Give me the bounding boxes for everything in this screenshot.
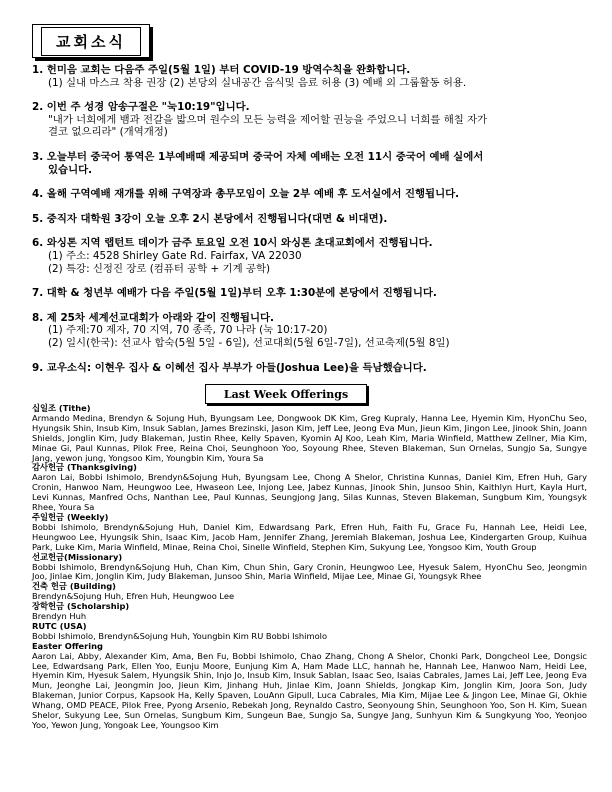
notice-heading: 2. 이번 주 성경 암송구절은 "눅10:19"입니다. [32, 101, 250, 114]
notices-list [32, 64, 590, 386]
notice-heading: 4. 올해 구역예배 재개를 위해 구역장과 총무모임이 오늘 2부 예배 후 도서실에서 진행됩니다. [32, 188, 460, 201]
offering-names: Aaron Lai, Abby, Alexander Kim, Ama, Ben Fu, Bobbi Ishimolo, Chao Zhang, Chong A Shelor, Chonki Park, Dongcheol Lee, Dongsic Lee, Edwardsang Park, Ellen Yoo, Eunju Moore, Eunjung Kim A, Ham Made LLC, hannah he, Hannah Lee, Hanwoo Nam, Heidi Lee, Hyemin Kim, Hyesuk Salem, Hyungsik Shin, Injo Jo, Insub Kim, Insuk Sablan, Isaac Seo, Isaias Cabrales, James Lai, Jeff Lee, Jeong Eva Mun, Jeonghe Lai, Jeongmin Joo, Jieun Kim, Jinhang Huh, Jinlae Kim, Joann Shields, Jongkap Kim, Jonglin Kim, Joora Son, Judy Blakeman, Junior Corpus, Kapsook Ha, Kelly Spaven, LouAnn Gipull, Luca Cabrales, Mia Kim, Mijae Lee & Jingon Lee, Minae Gi, Okhie Whang, OMD PEACE, Pilok Free, Pyong Arsenio, Rebekah Jong, Reynaldo Castro, Seonyoung Shin, Seunghoon Yoo, Son H. Kim, Suean Shelor, Sukyung Lee, Sun Ornelas, Sungbum Kim, Sungeun Bae, Sungjo Sa, Sungye Jang, Sunhyun Kim & Sungkyung Yoo, Yeonjoo Yoo, Yewon Jung, Yongoak Lee, Youngsoo Kim [32, 650, 587, 730]
notice-item [32, 151, 590, 176]
offerings-list [32, 404, 587, 731]
notice-detail: (2) 특강: 신정진 장로 (컴퓨터 공학 + 기계 공학) [48, 262, 271, 275]
offering-category: 선교헌금(Missionary) [32, 551, 123, 562]
notice-item [32, 213, 590, 226]
notice-heading: 6. 와싱톤 지역 랩턴트 데이가 금주 토요일 오전 10시 와싱톤 초대교회에서 진행됩니다. [32, 237, 433, 250]
notice-item [32, 188, 590, 201]
notice-item [32, 312, 590, 350]
notice-detail: (1) 주제:70 제자, 70 지역, 70 종족, 70 나라 (눅 10:17-20) [48, 324, 328, 337]
notice-detail: "내가 너희에게 뱀과 전갈을 밟으며 원수의 모든 능력을 제어할 권능을 주었으니 너희를 해칠 자가 [48, 113, 488, 126]
offerings-title: Last Week Offerings [205, 384, 367, 404]
offering-category: 십일조 (Tithe) [32, 403, 91, 413]
notice-detail: (2) 일시(한국): 선교사 합숙(5월 5일 - 6일), 선교대회(5월 6일-7일), 선교축제(5월 8일) [48, 336, 450, 349]
notice-heading: 7. 대학 & 청년부 예배가 다음 주일(5월 1일)부터 오후 1:30분에 본당에서 진행됩니다. [32, 287, 437, 300]
notice-detail: 결코 없으리라" (개역개정) [48, 126, 168, 139]
notice-detail: (1) 실내 마스크 착용 권장 (2) 본당외 실내공간 음식및 음료 허용 (3) 예배 외 그룹활동 허용. [48, 76, 467, 89]
offering-names: Bobbi Ishimolo, Brendyn&Sojung Huh, Youngbin Kim RU Bobbi Ishimolo [32, 630, 328, 641]
notice-detail: (1) 주소: 4528 Shirley Gate Rd. Fairfax, VA 22030 [48, 249, 302, 262]
offering-names: Aaron Lai, Bobbi Ishimolo, Brendyn&Sojung Huh, Byungsam Lee, Chong A Shelor, Christina Kunnas, Daniel Kim, Efren Huh, Gary Cronin, Hanwoo Nam, Heungwoo Lee, Hwaseon Lee, Injong Lee, Jabez Kunnas, Jinook Shin, Junsoo Shin, Kaithlyn Hurt, Kayla Hurt, Levi Kunnas, Manfred Ochs, Nanthan Lee, Paul Kunnas, Seungjong Jang, Silas Kunnas, Steven Blakeman, Sungbum Kim, Youngsyk Rhee, Youra Sa [32, 472, 587, 513]
offering-names: Bobbi Ishimolo, Brendyn&Sojung Huh, Chan Kim, Chun Shin, Gary Cronin, Heungwoo Lee, Hyesuk Salem, HyonChu Seo, Jeongmin Joo, Jinlae Kim, Jonglin Kim, Judy Blakeman, Junsoo Shin, Maria Winfield, Mijae Lee, Minae Gi, Youngsyk Rhee [32, 561, 587, 582]
offering-names: Brendyn Huh [32, 611, 87, 622]
offering-category: 장학헌금 (Scholarship) [32, 601, 130, 612]
notice-heading: 9. 교우소식: 이현우 집사 & 이혜선 집사 부부가 아들(Joshua Lee)을 득남했습니다. [32, 361, 427, 374]
title-box [32, 24, 150, 58]
offering-category: RUTC (USA) [32, 620, 87, 631]
offering-category: 건축 헌금 (Building) [32, 581, 116, 592]
notice-item [32, 237, 590, 275]
page-title: 교회소식 [41, 27, 141, 56]
offering-names: Bobbi Ishimolo, Brendyn&Sojung Huh, Daniel Kim, Edwardsang Park, Efren Huh, Faith Fu, Grace Fu, Hannah Lee, Heidi Lee, Heungwoo Lee, Hyungsik Shin, Isaac Kim, Jacob Ham, Jennifer Zhang, Jeremiah Blakeman, Joshua Lee, Kindergarten Group, Kuihua Park, Luke Kim, Maria Winfield, Minae, Reina Choi, Sinelle Winfield, Stephen Kim, Sukyung Lee, Yongsoo Kim, Youth Group [32, 521, 587, 552]
offering-category: 주일헌금 (Weekly) [32, 511, 109, 522]
offering-category: 감사헌금 (Thanksgiving) [32, 462, 137, 473]
notice-heading: 8. 제 25차 세계선교대회가 아래와 같이 진행됩니다. [32, 311, 274, 324]
notice-item [32, 101, 590, 139]
notice-item [32, 362, 590, 375]
offering-category: Easter Offering [32, 640, 103, 651]
notice-detail: 있습니다. [48, 163, 93, 176]
offering-names: Armando Medina, Brendyn & Sojung Huh, Byungsam Lee, Dongwook DK Kim, Greg Kupraly, Hanna Lee, Hyemin Kim, HyonChu Seo, Hyungsik Shin, Insub Kim, Insuk Sablan, James Brezinski, Jason Kim, Jeff Lee, Jeong Eva Mun, Jieun Kim, Jingon Lee, Jinook Shin, Joann Shields, Jonglin Kim, Judy Blakeman, Justin Rhee, Kelly Spaven, Kyomin AJ Koo, Leah Kim, Maria Winfield, Matthew Zellner, Mia Kim, Minae Gi, Paul Kunnas, Pilok Free, Reina Choi, Seunghoon Yoo, Soyoung Rhee, Steven Blakeman, Sun Ornelas, Sungjo Sa, Sungye Jang, yewon jung, Yongsoo Kim, Youngbin Kim, Youra Sa [32, 412, 587, 463]
notice-heading: 3. 오늘부터 중국어 통역은 1부예배때 제공되며 중국어 자체 예배는 오전 11시 중국어 예배 실에서 [32, 150, 484, 163]
notice-item [32, 64, 590, 89]
notice-heading: 5. 중직자 대학원 3강이 오늘 오후 2시 본당에서 진행됩니다(대면 & 비대면). [32, 212, 388, 225]
offering-names: Brendyn&Sojung Huh, Efren Huh, Heungwoo Lee [32, 591, 235, 602]
notice-heading: 1. 헌미음 교회는 다음주 주일(5월 1일) 부터 COVID-19 방역수칙을 완화합니다. [32, 64, 411, 76]
notice-item [32, 287, 590, 300]
